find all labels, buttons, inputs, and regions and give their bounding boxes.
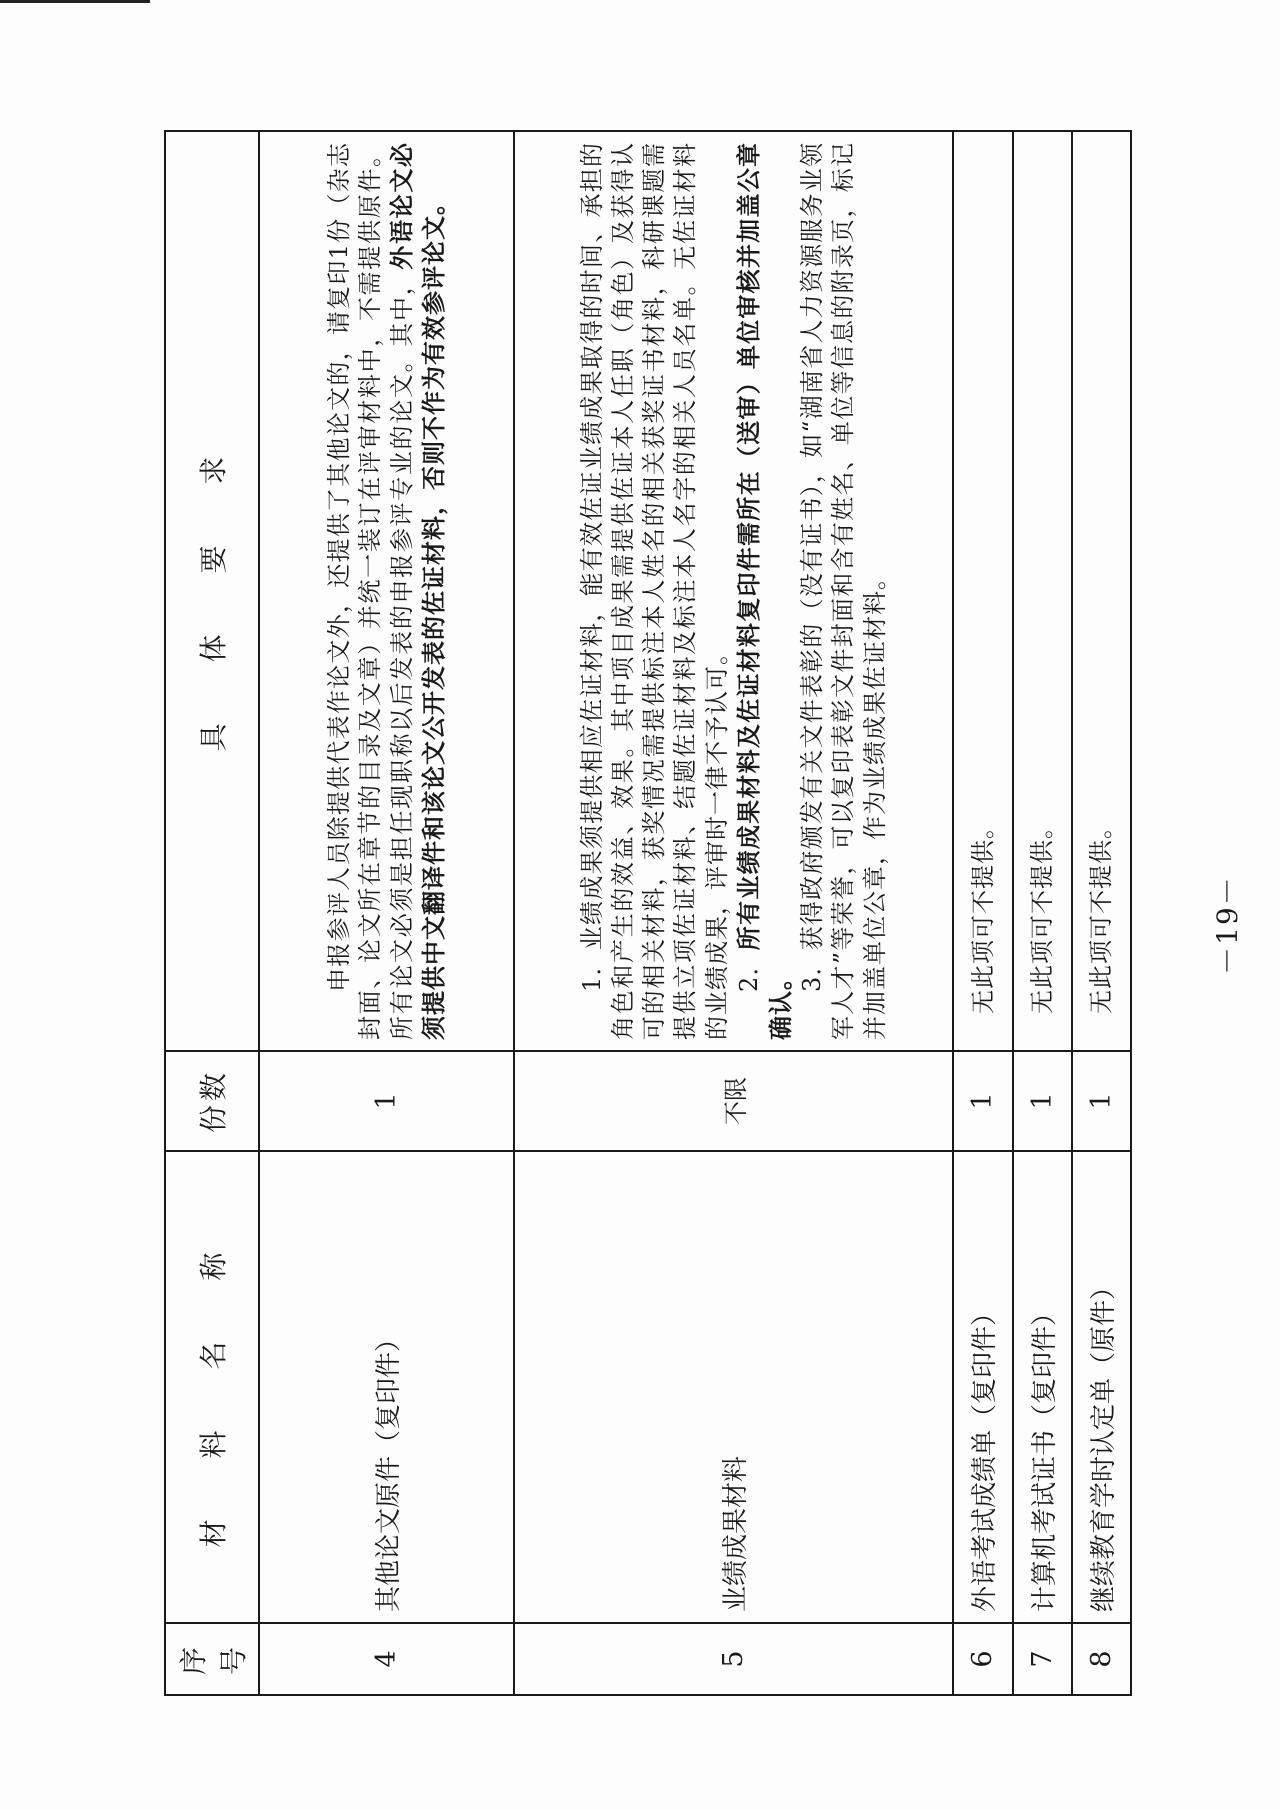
requirement-paragraph: 申报参评人员除提供代表作论文外，还提供了其他论文的，请复印1份（杂志封面、论文所在章节的目录及文章）并统一装订在评审材料中，不需提供原件。所有论文必须是担任现职称以后发表的申报参评专业的论文。其中，外语论文必须提供中文翻译件和该论文公开发表的佐证材料，否则不作为有效参评论文。 xyxy=(324,141,448,1040)
row-material: 其他论文原件（复印件） xyxy=(259,1151,514,1623)
requirement-paragraph: 无此项可不提供。 xyxy=(968,814,997,1014)
header-copies: 份数 xyxy=(165,1051,259,1151)
row-material: 继续教育学时认定单（原件） xyxy=(1072,1151,1131,1623)
row-requirement xyxy=(953,131,1012,1051)
header-material: 材 料 名 称 xyxy=(165,1151,259,1623)
row-material: 业绩成果材料 xyxy=(514,1151,953,1623)
header-requirement: 具 体 要 求 xyxy=(165,131,259,1051)
row-material: 外语考试成绩单（复印件） xyxy=(953,1151,1012,1623)
scan-edge-mark xyxy=(0,0,150,3)
row-requirement xyxy=(1072,131,1131,1051)
table-row xyxy=(259,131,514,1695)
table-row xyxy=(514,131,953,1695)
row-requirement xyxy=(259,131,514,1051)
row-copies: 不限 xyxy=(514,1051,953,1151)
header-seq: 序号 xyxy=(165,1623,259,1695)
row-seq: 7 xyxy=(1013,1623,1072,1695)
requirement-paragraph: 无此项可不提供。 xyxy=(1087,814,1116,1014)
row-seq: 4 xyxy=(259,1623,514,1695)
row-seq: 8 xyxy=(1072,1623,1131,1695)
row-material: 计算机考试证书（复印件） xyxy=(1013,1151,1072,1623)
row-seq: 5 xyxy=(514,1623,953,1695)
row-copies: 1 xyxy=(1072,1051,1131,1151)
requirement-paragraph: 无此项可不提供。 xyxy=(1028,814,1057,1014)
table-header-row xyxy=(165,131,259,1695)
row-copies: 1 xyxy=(953,1051,1012,1151)
requirement-paragraph: 3．获得政府颁发有关文件表彰的（没有证书），如“湖南省人力资源服务业领军人才”等荣誉，可以复印表彰文件封面和含有姓名、单位等信息的附录页，标记并加盖单位公章，作为业绩成果佐证材料。 xyxy=(797,142,889,1040)
row-seq: 6 xyxy=(953,1623,1012,1695)
row-requirement xyxy=(1013,131,1072,1051)
row-copies: 1 xyxy=(259,1051,514,1151)
page-number: －19－ xyxy=(1210,875,1244,975)
requirement-paragraph: 1．业绩成果须提供相应佐证材料，能有效佐证业绩成果取得的时间、承担的角色和产生的效益、效果。其中项目成果需提供佐证本人任职（角色）及获得认可的相关材料，获奖情况需提供标注本人姓名的相关获奖证书材料，科研课题需提供立项佐证材料、结题佐证材料及标注本人名字的相关人员名单。无佐证材料的业绩成果，评审时一律不予认可。 xyxy=(577,142,731,1040)
materials-table xyxy=(164,130,1132,1696)
row-copies: 1 xyxy=(1013,1051,1072,1151)
table-row xyxy=(1072,131,1131,1695)
requirement-paragraph: 2．所有业绩成果材料及佐证材料复印件需所在（送审）单位审核并加盖公章确认。 xyxy=(733,141,795,1040)
table-row xyxy=(953,131,1012,1695)
rotated-table-wrapper xyxy=(164,132,1132,1696)
row-requirement xyxy=(514,131,953,1051)
table-row xyxy=(1013,131,1072,1695)
